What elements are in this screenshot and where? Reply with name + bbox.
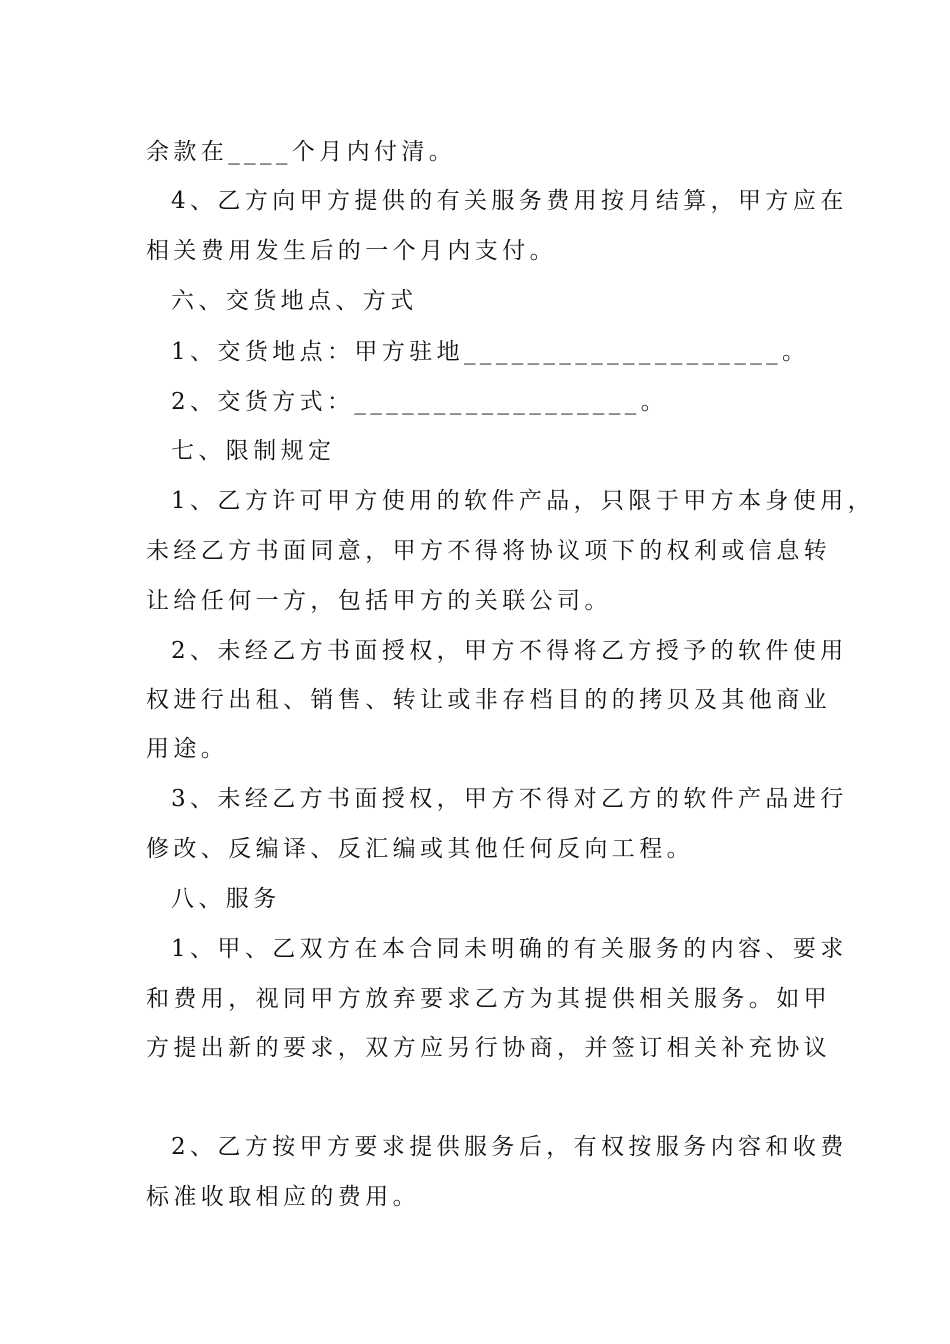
service-2-line-2: 标准收取相应的费用。 [146,1184,420,1210]
restriction-1-line-1: 1、乙方许可甲方使用的软件产品，只限于甲方本身使用， [171,488,876,514]
service-2-line-1: 2、乙方按甲方要求提供服务后，有权按服务内容和收费 [171,1134,848,1160]
delivery-location-line: 1、交货地点：甲方驻地____________________。 [171,339,810,365]
restriction-1-line-2: 未经乙方书面同意，甲方不得将协议项下的权利或信息转 [146,538,831,564]
section-heading-restrictions: 七、限制规定 [171,438,336,464]
restriction-2-line-3: 用途。 [146,736,229,762]
section-heading-services: 八、服务 [171,886,281,912]
restriction-2-line-1: 2、未经乙方书面授权，甲方不得将乙方授予的软件使用 [171,638,848,664]
restriction-3-line-2: 修改、反编译、反汇编或其他任何反向工程。 [146,836,694,862]
restriction-3-line-1: 3、未经乙方书面授权，甲方不得对乙方的软件产品进行 [171,786,848,812]
clause-4-service-fee-line-2: 相关费用发生后的一个月内支付。 [146,238,557,264]
service-1-line-1: 1、甲、乙双方在本合同未明确的有关服务的内容、要求 [171,936,848,962]
paragraph-line-balance-payment: 余款在____个月内付清。 [146,139,457,165]
restriction-1-line-3: 让给任何一方，包括甲方的关联公司。 [146,588,612,614]
restriction-2-line-2: 权进行出租、销售、转让或非存档目的的拷贝及其他商业 [146,687,831,713]
delivery-method-line: 2、交货方式：__________________。 [171,389,669,415]
service-1-line-2: 和费用，视同甲方放弃要求乙方为其提供相关服务。如甲 [146,986,831,1012]
section-heading-delivery: 六、交货地点、方式 [171,288,418,314]
service-1-line-3: 方提出新的要求，双方应另行协商，并签订相关补充协议 [146,1035,831,1061]
clause-4-service-fee-line-1: 4、乙方向甲方提供的有关服务费用按月结算，甲方应在 [171,188,848,214]
